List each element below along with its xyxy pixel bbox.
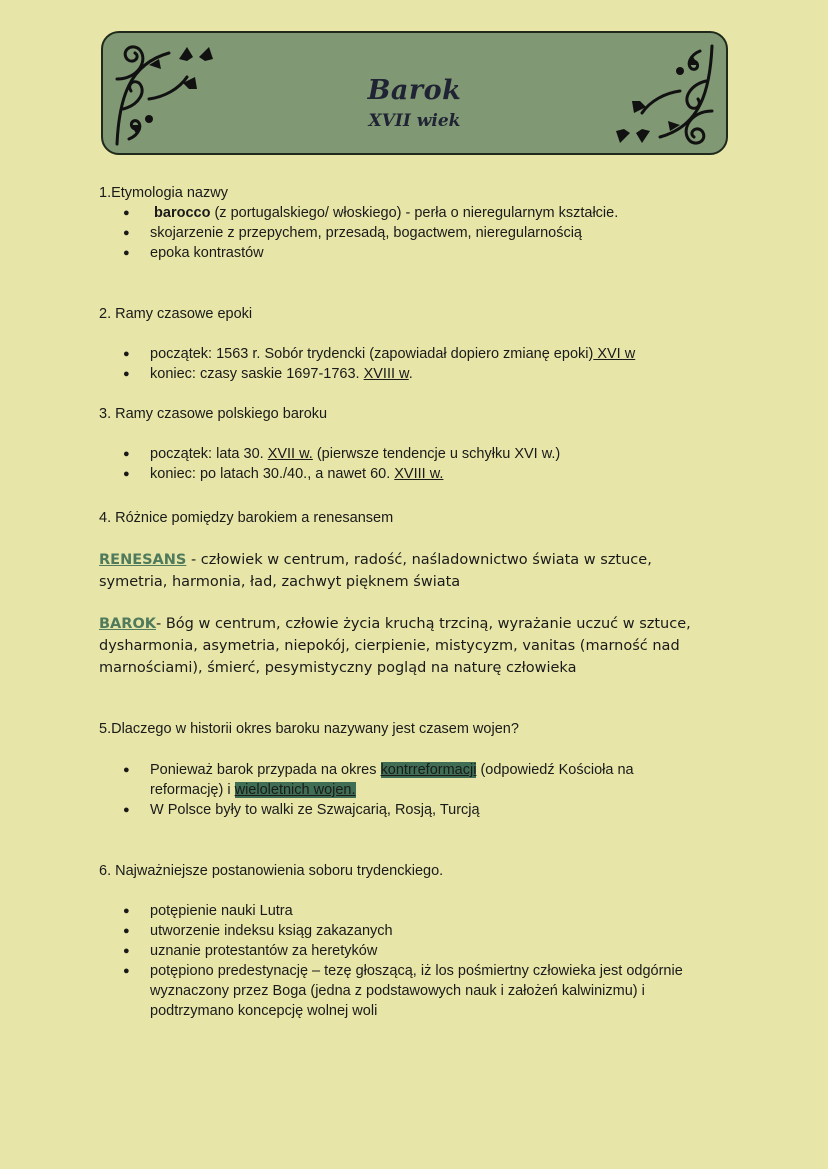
section-4-heading: 4. Różnice pomiędzy barokiem a renesansem — [99, 510, 394, 526]
list-item — [123, 464, 560, 484]
title-banner — [101, 31, 728, 155]
list-item: ● utworzenie indeksu ksiąg zakazanych — [123, 921, 723, 941]
list-item — [123, 364, 635, 384]
century-label: XVIII w — [363, 366, 409, 382]
floral-ornament-right-icon — [590, 39, 720, 151]
renesans-paragraph — [99, 549, 699, 593]
banner-subtitle: XVII wiek — [368, 111, 461, 131]
section-2-list — [123, 344, 635, 384]
list-item: ● uznanie protestantów za heretyków — [123, 941, 723, 961]
paragraph-text: - Bóg w centrum, człowie życia kruchą trzciną, wyrażanie uczuć w sztuce, dysharmonia, asymetria, niepokój, cierpienie, mistycyzm, vanitas (marność nad marnościami), śmierć, pesymistyczny pogląd na naturę człowieka — [99, 616, 691, 676]
list-item: ● W Polsce były to walki ze Szwajcarią, Rosją, Turcją — [123, 800, 683, 820]
section-6-heading: 6. Najważniejsze postanowienia soboru trydenckiego. — [99, 863, 444, 879]
list-item-text: koniec: czasy saskie 1697-1763. — [150, 366, 364, 382]
banner-title: Barok — [367, 75, 462, 106]
list-item: ● epoka kontrastów — [123, 243, 618, 263]
term-barocco: barocco — [154, 205, 211, 221]
section-1-heading: 1.Etymologia nazwy — [99, 185, 228, 201]
renesans-keyword: RENESANS — [99, 552, 187, 568]
section-5-list — [123, 760, 683, 820]
list-item — [123, 444, 560, 464]
highlight-kontrreformacji: kontrreformacji — [380, 762, 477, 778]
highlight-wieloletnich-wojen: wieloletnich wojen. — [234, 782, 356, 798]
list-item-text: początek: lata 30. — [150, 446, 268, 462]
list-item-text: koniec: po latach 30./40., a nawet 60. — [150, 466, 395, 482]
section-3-list — [123, 444, 560, 484]
section-1-list — [123, 203, 618, 263]
barok-paragraph — [99, 613, 699, 679]
list-item-text: początek: 1563 r. Sobór trydencki (zapowiadał dopiero zmianę epoki) — [150, 346, 594, 362]
list-item: ● skojarzenie z przepychem, przesadą, bogactwem, nieregularnością — [123, 223, 618, 243]
list-item: ● potępiono predestynację – tezę głoszącą, iż los pośmiertny człowieka jest odgórnie wyznaczony przez Boga (jedna z podstawowych nauk i założeń kalwinizmu) i podtrzymano koncepcję wolnej woli — [123, 961, 723, 1021]
list-item — [123, 760, 683, 800]
century-label: XVIII w. — [394, 466, 444, 482]
section-6-list — [123, 901, 723, 1021]
list-item-text: . — [408, 366, 413, 382]
list-item-text: Ponieważ barok przypada na okres — [150, 762, 381, 778]
list-item-text: (pierwsze tendencje u schyłku XVI w.) — [312, 446, 561, 462]
section-2-heading: 2. Ramy czasowe epoki — [99, 306, 253, 322]
paragraph-text: - człowiek w centrum, radość, naśladownictwo świata w sztuce, symetria, harmonia, ład, zachwyt pięknem świata — [99, 552, 652, 590]
list-item — [123, 203, 618, 223]
section-3-heading: 3. Ramy czasowe polskiego baroku — [99, 406, 328, 422]
list-item — [123, 344, 635, 364]
section-5-heading: 5.Dlaczego w historii okres baroku nazywany jest czasem wojen? — [99, 721, 519, 737]
century-label: XVII w. — [267, 446, 313, 462]
barok-keyword: BAROK — [99, 616, 157, 632]
list-item-text: (odpowiedź Kościoła na reformację) i — [150, 762, 634, 798]
list-item: ● potępienie nauki Lutra — [123, 901, 723, 921]
century-label: XVI w — [593, 346, 636, 362]
list-item-text: (z portugalskiego/ włoskiego) - perła o nieregularnym kształcie. — [210, 205, 619, 221]
